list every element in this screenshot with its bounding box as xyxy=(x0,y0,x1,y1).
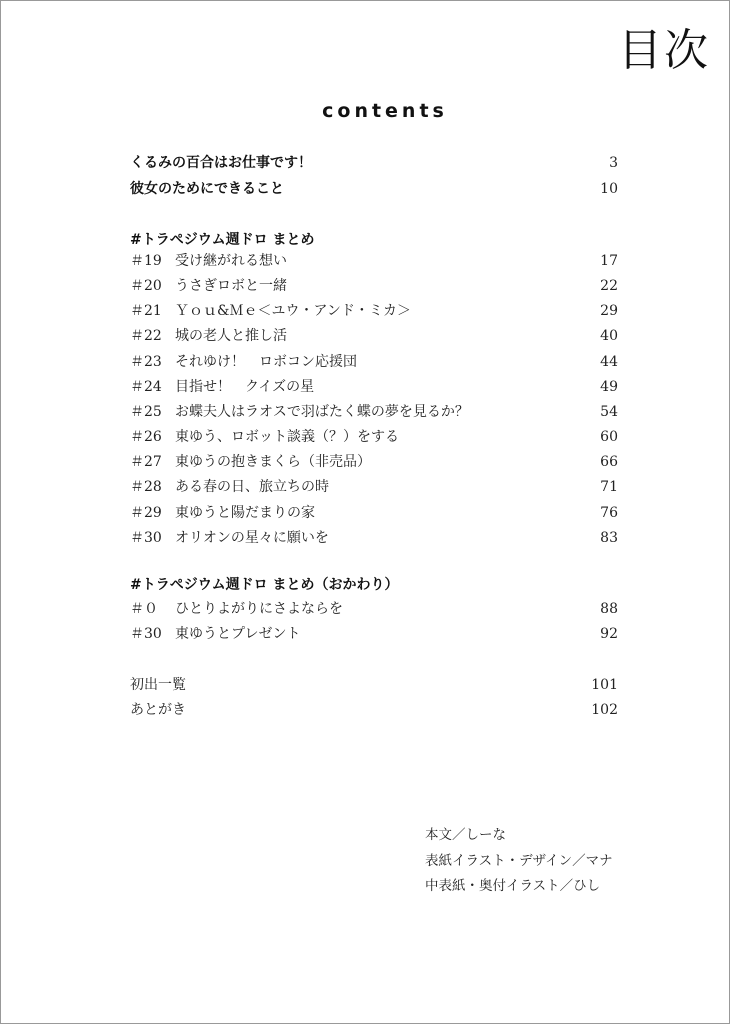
entry-number: ＃27 xyxy=(130,454,162,471)
entry-title: 目指せ！ クイズの星 xyxy=(175,378,315,395)
toc-entry[interactable] xyxy=(130,674,618,696)
credit-line: 本文／しーな xyxy=(425,827,506,843)
entry-number: ＃20 xyxy=(130,278,162,295)
toc-entry[interactable] xyxy=(130,376,618,398)
toc-entry[interactable] xyxy=(130,426,618,448)
toc-entry[interactable] xyxy=(130,178,618,200)
entry-title: 東ゆうの抱きまくら（非売品） xyxy=(175,454,371,471)
entry-page: 29 xyxy=(600,303,618,320)
entry-title: うさぎロボと一緒 xyxy=(175,278,287,295)
entry-page: 88 xyxy=(600,601,618,617)
entry-number: ＃24 xyxy=(130,378,162,395)
entry-number: ＃30 xyxy=(130,626,162,643)
entry-title: くるみの百合はお仕事です！ xyxy=(130,155,312,171)
entry-page: 3 xyxy=(609,155,618,171)
toc-entry[interactable] xyxy=(130,401,618,423)
entry-number: ＃26 xyxy=(130,429,162,446)
entry-title: 受け継がれる想い xyxy=(175,253,287,269)
toc-entry[interactable] xyxy=(130,502,618,524)
entry-title: 初出一覧 xyxy=(130,677,186,693)
entry-number: ＃29 xyxy=(130,504,162,521)
entry-page: 102 xyxy=(591,702,618,718)
entry-page: 17 xyxy=(600,253,618,269)
entry-title: 東ゆうと陽だまりの家 xyxy=(175,504,315,521)
toc-entry[interactable] xyxy=(130,476,618,498)
entry-page: 101 xyxy=(591,677,618,693)
toc-entry[interactable] xyxy=(130,325,618,347)
entry-number: ＃28 xyxy=(130,479,162,496)
entry-page: 83 xyxy=(600,529,618,546)
entry-title: ある春の日、旅立ちの時 xyxy=(175,479,329,496)
entry-page: 92 xyxy=(600,626,618,643)
entry-number: ＃19 xyxy=(130,253,162,269)
entry-title: あとがき xyxy=(130,702,186,718)
entry-title: オリオンの星々に願いを xyxy=(175,529,329,546)
entry-page: 66 xyxy=(600,454,618,471)
toc-entry[interactable] xyxy=(130,275,618,297)
entry-title: Ｙｏｕ&Ｍｅ＜ユウ・アンド・ミカ＞ xyxy=(175,303,411,320)
toc-entry[interactable] xyxy=(130,598,618,620)
entry-page: 76 xyxy=(600,504,618,521)
toc-entry[interactable] xyxy=(130,300,618,322)
section-heading: #トラペジウム週ドロ まとめ xyxy=(130,232,315,248)
entry-page: 54 xyxy=(600,403,618,420)
entry-number: ＃30 xyxy=(130,529,162,546)
section-heading: #トラペジウム週ドロ まとめ（おかわり） xyxy=(130,577,399,593)
entry-page: 71 xyxy=(600,479,618,496)
entry-page: 10 xyxy=(600,181,618,197)
entry-title: 城の老人と推し活 xyxy=(175,328,287,345)
entry-title: 彼女のためにできること xyxy=(130,181,284,197)
entry-page: 49 xyxy=(600,378,618,395)
toc-entry[interactable] xyxy=(130,527,618,549)
entry-title: 東ゆうとプレゼント xyxy=(175,626,301,643)
entry-page: 60 xyxy=(600,429,618,446)
toc-entry[interactable] xyxy=(130,451,618,473)
contents-subtitle: contents xyxy=(322,100,448,122)
toc-entry[interactable] xyxy=(130,623,618,645)
entry-title: ひとりよがりにさよならを xyxy=(175,601,343,617)
entry-page: 44 xyxy=(600,353,618,370)
toc-entry[interactable] xyxy=(130,250,618,272)
toc-entry[interactable] xyxy=(130,152,618,174)
entry-page: 22 xyxy=(600,278,618,295)
entry-number: ＃０ xyxy=(130,601,158,617)
page-title: 目次 xyxy=(618,25,710,76)
credit-line: 表紙イラスト・デザイン／マナ xyxy=(425,852,613,869)
toc-entry[interactable] xyxy=(130,351,618,373)
entry-title: 東ゆう、ロボット談義（？）をする xyxy=(175,429,399,446)
entry-number: ＃23 xyxy=(130,353,162,370)
entry-number: ＃21 xyxy=(130,303,162,320)
entry-title: お蝶夫人はラオスで羽ばたく蝶の夢を見るか？ xyxy=(175,403,469,420)
entry-title: それゆけ！ ロボコン応援団 xyxy=(175,353,357,370)
entry-number: ＃22 xyxy=(130,328,162,345)
credit-line: 中表紙・奥付イラスト／ひし xyxy=(425,878,601,894)
entry-page: 40 xyxy=(600,328,618,345)
toc-entry[interactable] xyxy=(130,699,618,721)
entry-number: ＃25 xyxy=(130,403,162,420)
